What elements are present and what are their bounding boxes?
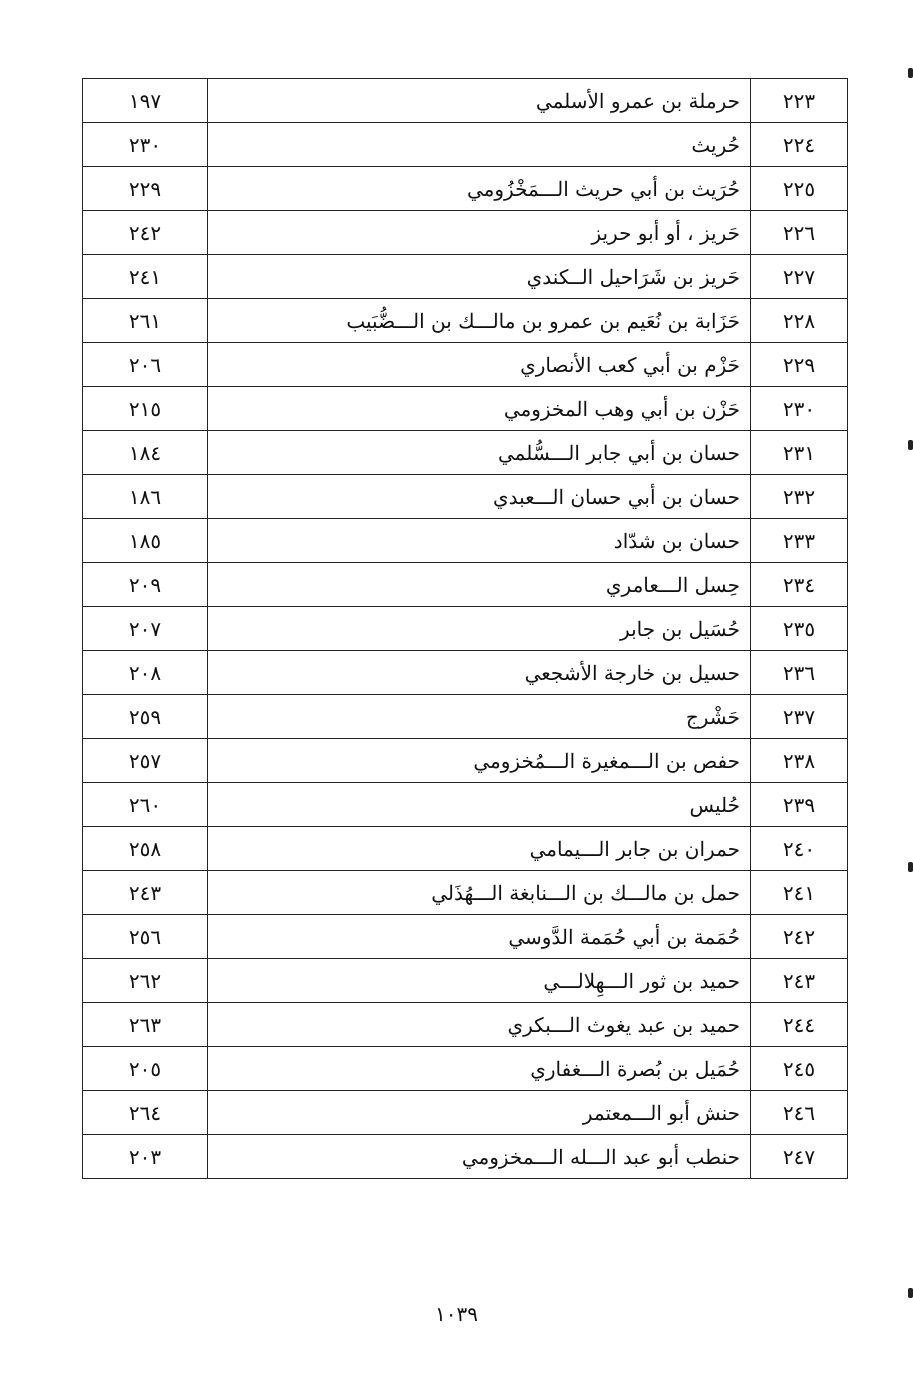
- entry-number: ٢٢٩: [751, 343, 848, 387]
- table-row: [83, 475, 848, 519]
- entry-name: حرملة بن عمرو الأسلمي: [208, 79, 751, 123]
- entry-number: ٢٣٣: [751, 519, 848, 563]
- table-row: [83, 1091, 848, 1135]
- entry-name: حسان بن أبي حسان الـــعبدي: [208, 475, 751, 519]
- entry-page: ١٨٤: [83, 431, 208, 475]
- entry-page: ٢٠٧: [83, 607, 208, 651]
- entry-number: ٢٣٢: [751, 475, 848, 519]
- entry-number: ٢٢٨: [751, 299, 848, 343]
- entry-name: حميد بن ثور الـــهِلالـــي: [208, 959, 751, 1003]
- entry-number: ٢٤٤: [751, 1003, 848, 1047]
- entry-name: حفص بن الـــمغيرة الـــمُخزومي: [208, 739, 751, 783]
- edge-mark: [908, 440, 913, 450]
- entry-page: ٢٤٢: [83, 211, 208, 255]
- entry-number: ٢٣٦: [751, 651, 848, 695]
- table-row: [83, 123, 848, 167]
- entry-page: ٢٠٦: [83, 343, 208, 387]
- entry-page: ٢١٥: [83, 387, 208, 431]
- entry-name: حَريز ، أو أبو حريز: [208, 211, 751, 255]
- table-row: [83, 563, 848, 607]
- entry-name: حمل بن مالـــك بن الـــنابغة الـــهُذَلي: [208, 871, 751, 915]
- names-index-table-body: [83, 79, 848, 1179]
- entry-number: ٢٣٠: [751, 387, 848, 431]
- entry-page: ٢٤٣: [83, 871, 208, 915]
- entry-name: حسيل بن خارجة الأشجعي: [208, 651, 751, 695]
- table-row: [83, 827, 848, 871]
- table-row: [83, 167, 848, 211]
- entry-name: حُمَيل بن بُصرة الـــغفاري: [208, 1047, 751, 1091]
- table-row: [83, 79, 848, 123]
- entry-page: ١٨٥: [83, 519, 208, 563]
- entry-page: ٢٣٠: [83, 123, 208, 167]
- entry-name: حَزَابة بن نُعَيم بن عمرو بن مالـــك بن الـــضُّبَيب: [208, 299, 751, 343]
- entry-page: ٢٦٠: [83, 783, 208, 827]
- table-row: [83, 651, 848, 695]
- entry-page: ٢٥٨: [83, 827, 208, 871]
- table-row: [83, 343, 848, 387]
- table-row: [83, 959, 848, 1003]
- entry-number: ٢٣٥: [751, 607, 848, 651]
- entry-number: ٢٢٦: [751, 211, 848, 255]
- entry-page: ٢٦٣: [83, 1003, 208, 1047]
- entry-page: ٢٢٩: [83, 167, 208, 211]
- table-row: [83, 1135, 848, 1179]
- table-row: [83, 387, 848, 431]
- table-row: [83, 255, 848, 299]
- entry-name: حَزْن بن أبي وهب المخزومي: [208, 387, 751, 431]
- entry-page: ٢٦٤: [83, 1091, 208, 1135]
- entry-number: ٢٤٦: [751, 1091, 848, 1135]
- entry-name: حسان بن شدّاد: [208, 519, 751, 563]
- table-row: [83, 607, 848, 651]
- entry-name: حُرَيث بن أبي حريث الـــمَخْزُومي: [208, 167, 751, 211]
- table-row: [83, 695, 848, 739]
- entry-page: ١٩٧: [83, 79, 208, 123]
- edge-mark: [908, 862, 913, 872]
- entry-number: ٢٢٤: [751, 123, 848, 167]
- entry-name: حَشْرج: [208, 695, 751, 739]
- entry-name: حنش أبو الـــمعتمر: [208, 1091, 751, 1135]
- entry-number: ٢٢٣: [751, 79, 848, 123]
- table-row: [83, 299, 848, 343]
- entry-page: ٢٥٩: [83, 695, 208, 739]
- table-row: [83, 1003, 848, 1047]
- entry-name: حميد بن عبد يغوث الـــبكري: [208, 1003, 751, 1047]
- entry-name: حِسل الـــعامري: [208, 563, 751, 607]
- entry-number: ٢٢٧: [751, 255, 848, 299]
- entry-name: حُسَيل بن جابر: [208, 607, 751, 651]
- entry-number: ٢٣٩: [751, 783, 848, 827]
- entry-number: ٢٤٠: [751, 827, 848, 871]
- table-row: [83, 211, 848, 255]
- entry-page: ٢٦١: [83, 299, 208, 343]
- entry-page: ٢٠٨: [83, 651, 208, 695]
- entry-page: ٢٤١: [83, 255, 208, 299]
- entry-number: ٢٤٣: [751, 959, 848, 1003]
- entry-name: حمران بن جابر الـــيمامي: [208, 827, 751, 871]
- entry-name: حُليس: [208, 783, 751, 827]
- table-row: [83, 1047, 848, 1091]
- edge-mark: [908, 68, 913, 78]
- entry-number: ٢٣١: [751, 431, 848, 475]
- entry-name: حَريز بن شَرَاحيل الــكندي: [208, 255, 751, 299]
- entry-name: حسان بن أبي جابر الـــسُّلمي: [208, 431, 751, 475]
- table-row: [83, 871, 848, 915]
- entry-number: ٢٤٥: [751, 1047, 848, 1091]
- entry-page: ٢٠٣: [83, 1135, 208, 1179]
- entry-page: ٢٦٢: [83, 959, 208, 1003]
- entry-page: ٢٠٩: [83, 563, 208, 607]
- entry-page: ٢٠٥: [83, 1047, 208, 1091]
- entry-number: ٢٣٧: [751, 695, 848, 739]
- page-number: ١٠٣٩: [435, 1302, 478, 1326]
- entry-number: ٢٤٧: [751, 1135, 848, 1179]
- edge-mark: [908, 1288, 913, 1298]
- table-row: [83, 783, 848, 827]
- entry-name: حُمَمة بن أبي حُمَمة الدَّوسي: [208, 915, 751, 959]
- entry-name: حُريث: [208, 123, 751, 167]
- entry-page: ٢٥٧: [83, 739, 208, 783]
- entry-page: ١٨٦: [83, 475, 208, 519]
- entry-number: ٢٤٢: [751, 915, 848, 959]
- table-row: [83, 519, 848, 563]
- table-row: [83, 739, 848, 783]
- entry-number: ٢٤١: [751, 871, 848, 915]
- entry-number: ٢٢٥: [751, 167, 848, 211]
- table-row: [83, 915, 848, 959]
- entry-number: ٢٣٤: [751, 563, 848, 607]
- entry-name: حنطب أبو عبد الـــله الـــمخزومي: [208, 1135, 751, 1179]
- names-index-table: [82, 78, 848, 1179]
- entry-number: ٢٣٨: [751, 739, 848, 783]
- entry-page: ٢٥٦: [83, 915, 208, 959]
- table-row: [83, 431, 848, 475]
- entry-name: حَزْم بن أبي كعب الأنصاري: [208, 343, 751, 387]
